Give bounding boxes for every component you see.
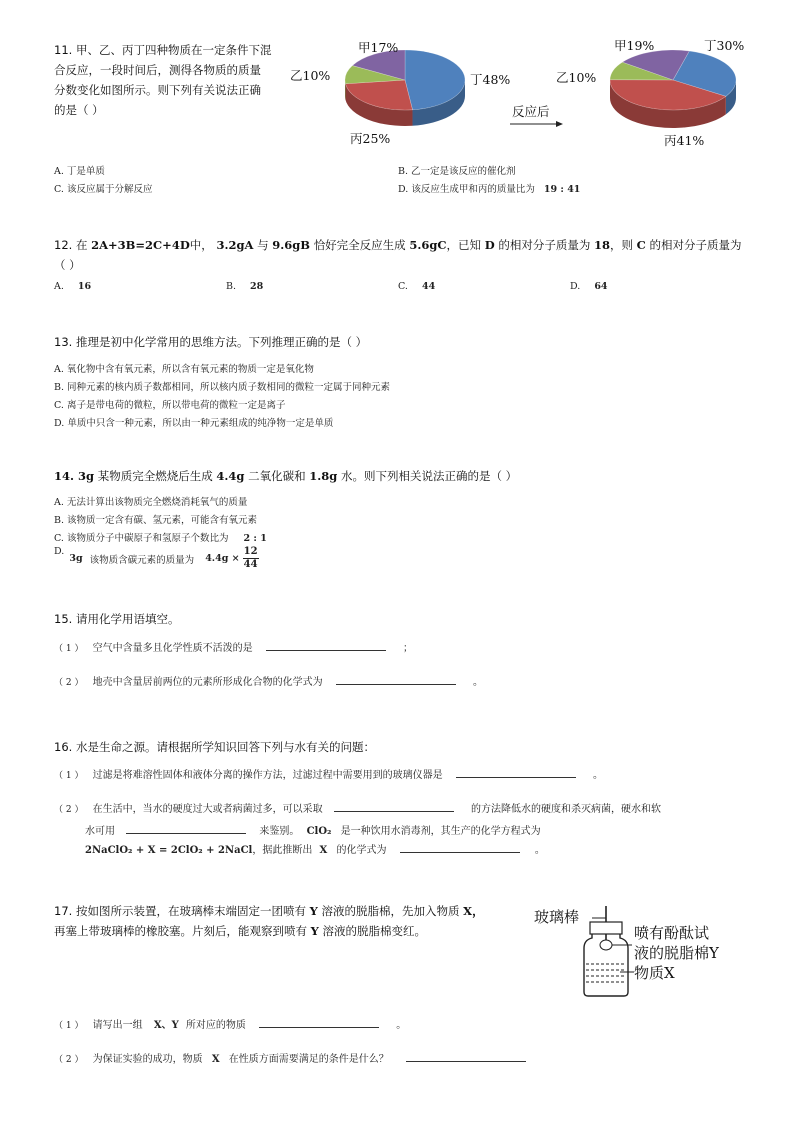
option-value: 64	[594, 281, 608, 292]
q16-x-letter: X	[319, 845, 328, 856]
pie-label-甲: 甲19%	[614, 38, 655, 53]
q17-stem-l2-a: 再塞上带玻璃棒的橡胶塞。片刻后，能观察到喷有	[54, 924, 307, 938]
q12-c-letter: C	[636, 238, 646, 252]
q16-part-2-line2-a: 水可用	[85, 826, 115, 837]
q17-answer-2[interactable]	[406, 1049, 526, 1062]
q14-option-d-mass: 3g	[69, 553, 83, 564]
q14-option-d-expr: 4.4g ×	[205, 553, 240, 564]
pie-label-丁: 丁30%	[704, 38, 745, 53]
q12-stem-pre: 12. 在	[54, 238, 88, 252]
rubber-stopper	[590, 922, 622, 934]
option-label: B.	[226, 281, 237, 292]
q14-h2o-mass: 1.8g	[309, 469, 338, 483]
q17-stem-l2-b: 溶液的脱脂棉变红。	[322, 924, 427, 938]
q12-stem	[54, 235, 754, 275]
q15-part-1-num: （ 1 ）	[54, 644, 84, 654]
q16-part-2	[54, 799, 754, 821]
q12-mass-c: 5.6gC	[409, 238, 447, 252]
q16-part-2-end: 。	[534, 845, 545, 856]
q14-co2-mass: 4.4g	[216, 469, 245, 483]
q17-stem-l1-a: 17. 按如图所示装置，在玻璃棒末端固定一团喷有	[54, 904, 306, 918]
q15-part-1-end: ；	[403, 643, 414, 654]
q15-part-2-num: （ 2 ）	[54, 678, 84, 688]
q11-option-a[interactable]: A. 丁是单质	[54, 166, 105, 177]
q12-d-letter: D	[484, 238, 495, 252]
q17-stem	[54, 901, 514, 941]
q12-stem-mid2: 与	[257, 238, 269, 252]
q14-option-c[interactable]	[54, 530, 267, 544]
option-value: 44	[421, 281, 436, 292]
q12-stem-mid4: ，已知	[446, 238, 482, 252]
q12-mass-b: 9.6gB	[272, 238, 311, 252]
q13-option-b[interactable]: B. 同种元素的核内质子数都相同，所以核内质子数相同的微粒一定属于同种元素	[54, 382, 391, 393]
q16-stem: 16. 水是生命之源。请根据所学知识回答下列与水有关的问题：	[54, 740, 375, 754]
q12-stem-mid1: 中，	[189, 238, 213, 252]
q16-part-2-line3-a: ，据此推断出	[252, 845, 313, 856]
reaction-arrow-label: 反应后	[512, 104, 550, 119]
q17-part-1-b: 所对应的物质	[185, 1020, 246, 1031]
option-value: 28	[250, 281, 264, 292]
q15-answer-1[interactable]	[266, 638, 386, 651]
q11-pie-charts	[280, 30, 760, 155]
option-label: A.	[54, 281, 64, 292]
q17-part-2-num: （ 2 ）	[54, 1055, 84, 1065]
q14-option-c-text: C. 该物质分子中碳原子和氢原子个数比为	[54, 533, 229, 544]
q12-option-d[interactable]	[570, 281, 608, 292]
q16-part-1	[54, 765, 603, 787]
q16-part-2-line3	[85, 840, 545, 862]
q14-stem	[54, 466, 517, 486]
q16-equation: 2NaClO₂ + X = 2ClO₂ + 2NaCl	[85, 845, 253, 856]
pie-label-甲: 甲17%	[358, 40, 399, 55]
option-label: C.	[398, 281, 408, 292]
q17-part-2-x: X	[211, 1054, 220, 1065]
q17-stem-line-2	[54, 921, 514, 941]
q17-stem-line-1	[54, 901, 514, 921]
q14-option-d[interactable]	[54, 546, 259, 571]
q16-part-2-line2-c: 是一种饮用水消毒剂，其生产的化学方程式为	[340, 826, 541, 837]
q12-option-c[interactable]	[398, 281, 435, 292]
q16-part-2-line1-a: 在生活中，当水的硬度过大或者病菌过多，可以采取	[92, 804, 323, 815]
q17-part-2	[54, 1049, 526, 1071]
q17-part-1	[54, 1015, 406, 1037]
fraction-denominator: 44	[243, 559, 258, 570]
cotton-label-1: 喷有酚酞试	[634, 924, 710, 942]
pie-chart-after	[610, 50, 736, 128]
q16-clo2: ClO₂	[306, 826, 332, 837]
q16-part-2-num: （ 2 ）	[54, 805, 84, 815]
q14-option-d-text: 该物质含碳元素的质量为	[89, 554, 195, 566]
q15-part-2	[54, 672, 483, 694]
q11-option-d-ratio: 19 : 41	[543, 184, 581, 195]
q14-mass: 14. 3g	[54, 469, 95, 483]
q11-option-b[interactable]: B. 乙一定是该反应的催化剂	[398, 166, 516, 177]
q12-option-a[interactable]	[54, 281, 91, 292]
q14-stem-mid3: 水。则下列相关说法正确的是（ ）	[340, 469, 518, 483]
q17-y2: Y	[310, 924, 319, 938]
option-label: D.	[570, 281, 581, 292]
q17-answer-1[interactable]	[259, 1015, 379, 1028]
q16-part-2-line1-b: 的方法降低水的硬度和杀灭病菌，硬水和软	[471, 804, 662, 815]
q12-mass-a: 3.2gA	[216, 238, 254, 252]
q11-option-d-text: D. 该反应生成甲和丙的质量比为	[398, 184, 535, 195]
q16-part-2-line3-b: 的化学式为	[336, 845, 387, 856]
q13-stem: 13. 推理是初中化学常用的思维方法。下列推理正确的是（ ）	[54, 335, 368, 349]
option-value: 16	[77, 281, 92, 292]
q17-part-2-a: 为保证实验的成功，物质	[92, 1054, 203, 1065]
q15-answer-2[interactable]	[336, 672, 456, 685]
q14-option-c-ratio: 2 : 1	[243, 533, 267, 544]
q15-part-1-text: 空气中含量多且化学性质不活泼的是	[92, 643, 253, 654]
cotton-label-2: 液的脱脂棉Y	[634, 944, 719, 962]
pie-chart-before	[345, 50, 465, 126]
q14-option-b[interactable]: B. 该物质一定含有碳、氢元素，可能含有氧元素	[54, 515, 258, 526]
q12-equation: 2A+3B=2C+4D	[91, 238, 190, 252]
x-label: 物质X	[634, 964, 675, 982]
q12-option-b[interactable]	[226, 281, 263, 292]
pie-label-乙: 乙10%	[290, 68, 331, 83]
arrow-head-icon	[556, 121, 563, 127]
q12-stem-line-2: （ ）	[54, 258, 81, 272]
q15-part-2-end: 。	[473, 677, 484, 688]
q12-d-mass: 18	[594, 238, 611, 252]
q17-y1: Y	[309, 904, 318, 918]
q12-stem-mid6: ，则	[610, 238, 634, 252]
pie-label-乙: 乙10%	[556, 70, 597, 85]
q17-part-1-xy: X、Y	[153, 1020, 179, 1031]
q15-stem: 15. 请用化学用语填空。	[54, 612, 180, 626]
q11-stem-line-4: 的是（ ）	[54, 103, 104, 117]
pie-label-丙: 丙41%	[664, 133, 705, 148]
q17-part-2-b: 在性质方面需要满足的条件是什么？	[228, 1054, 389, 1065]
q17-part-1-num: （ 1 ）	[54, 1021, 84, 1031]
q14-option-d-label: D.	[54, 546, 65, 557]
q16-answer-1[interactable]	[456, 765, 576, 778]
q11-stem-line-2: 合反应，一段时间后，测得各物质的质量	[54, 63, 261, 77]
q15-part-2-text: 地壳中含量居前两位的元素所形成化合物的化学式为	[92, 677, 323, 688]
q17-part-1-a: 请写出一组	[92, 1020, 143, 1031]
q17-apparatus-diagram	[530, 900, 760, 1000]
q11-stem-line-1: 11. 甲、乙、丙丁四种物质在一定条件下混	[54, 43, 272, 57]
fraction-numerator: 12	[243, 546, 258, 557]
rod-label: 玻璃棒	[534, 908, 580, 926]
q16-answer-2b[interactable]	[126, 821, 246, 834]
q11-option-d[interactable]	[398, 181, 580, 195]
q16-part-1-num: （ 1 ）	[54, 771, 84, 781]
q11-stem-line-3: 分数变化如图所示。则下列有关说法正确	[54, 83, 261, 97]
q17-part-1-end: 。	[396, 1020, 407, 1031]
pie-label-丙: 丙25%	[350, 131, 391, 146]
q17-stem-l1-b: 溶液的脱脂棉，先加入物质	[321, 904, 460, 918]
q13-option-a[interactable]: A. 氧化物中含有氧元素，所以含有氧元素的物质一定是氧化物	[54, 364, 314, 375]
q16-answer-2c[interactable]	[400, 840, 520, 853]
q13-option-c[interactable]: C. 离子是带电荷的微粒，所以带电荷的微粒一定是离子	[54, 400, 286, 411]
q16-part-1-end: 。	[593, 770, 604, 781]
q14-stem-mid1: 某物质完全燃烧后生成	[97, 469, 213, 483]
q17-x1: X，	[463, 904, 484, 918]
q11-option-c[interactable]: C. 该反应属于分解反应	[54, 184, 153, 195]
pie-label-丁: 丁48%	[470, 72, 511, 87]
q12-stem-mid3: 恰好完全反应生成	[313, 238, 406, 252]
q12-stem-mid7: 的相对分子质量为	[649, 238, 742, 252]
q15-part-1	[54, 638, 413, 660]
q16-part-1-text: 过滤是将难溶性固体和液体分离的操作方法，过滤过程中需要用到的玻璃仪器是	[92, 770, 443, 781]
q12-stem-mid5: 的相对分子质量为	[498, 238, 591, 252]
cotton-ball	[600, 940, 612, 950]
q14-fraction	[243, 546, 259, 571]
q16-part-2-line2-b: 来鉴别。	[259, 826, 300, 837]
q14-stem-mid2: 二氧化碳和	[248, 469, 306, 483]
q13-option-d[interactable]: D. 单质中只含一种元素，所以由一种元素组成的纯净物一定是单质	[54, 418, 334, 429]
q16-answer-2a[interactable]	[334, 799, 454, 812]
q14-option-a[interactable]: A. 无法计算出该物质完全燃烧消耗氧气的质量	[54, 497, 248, 508]
